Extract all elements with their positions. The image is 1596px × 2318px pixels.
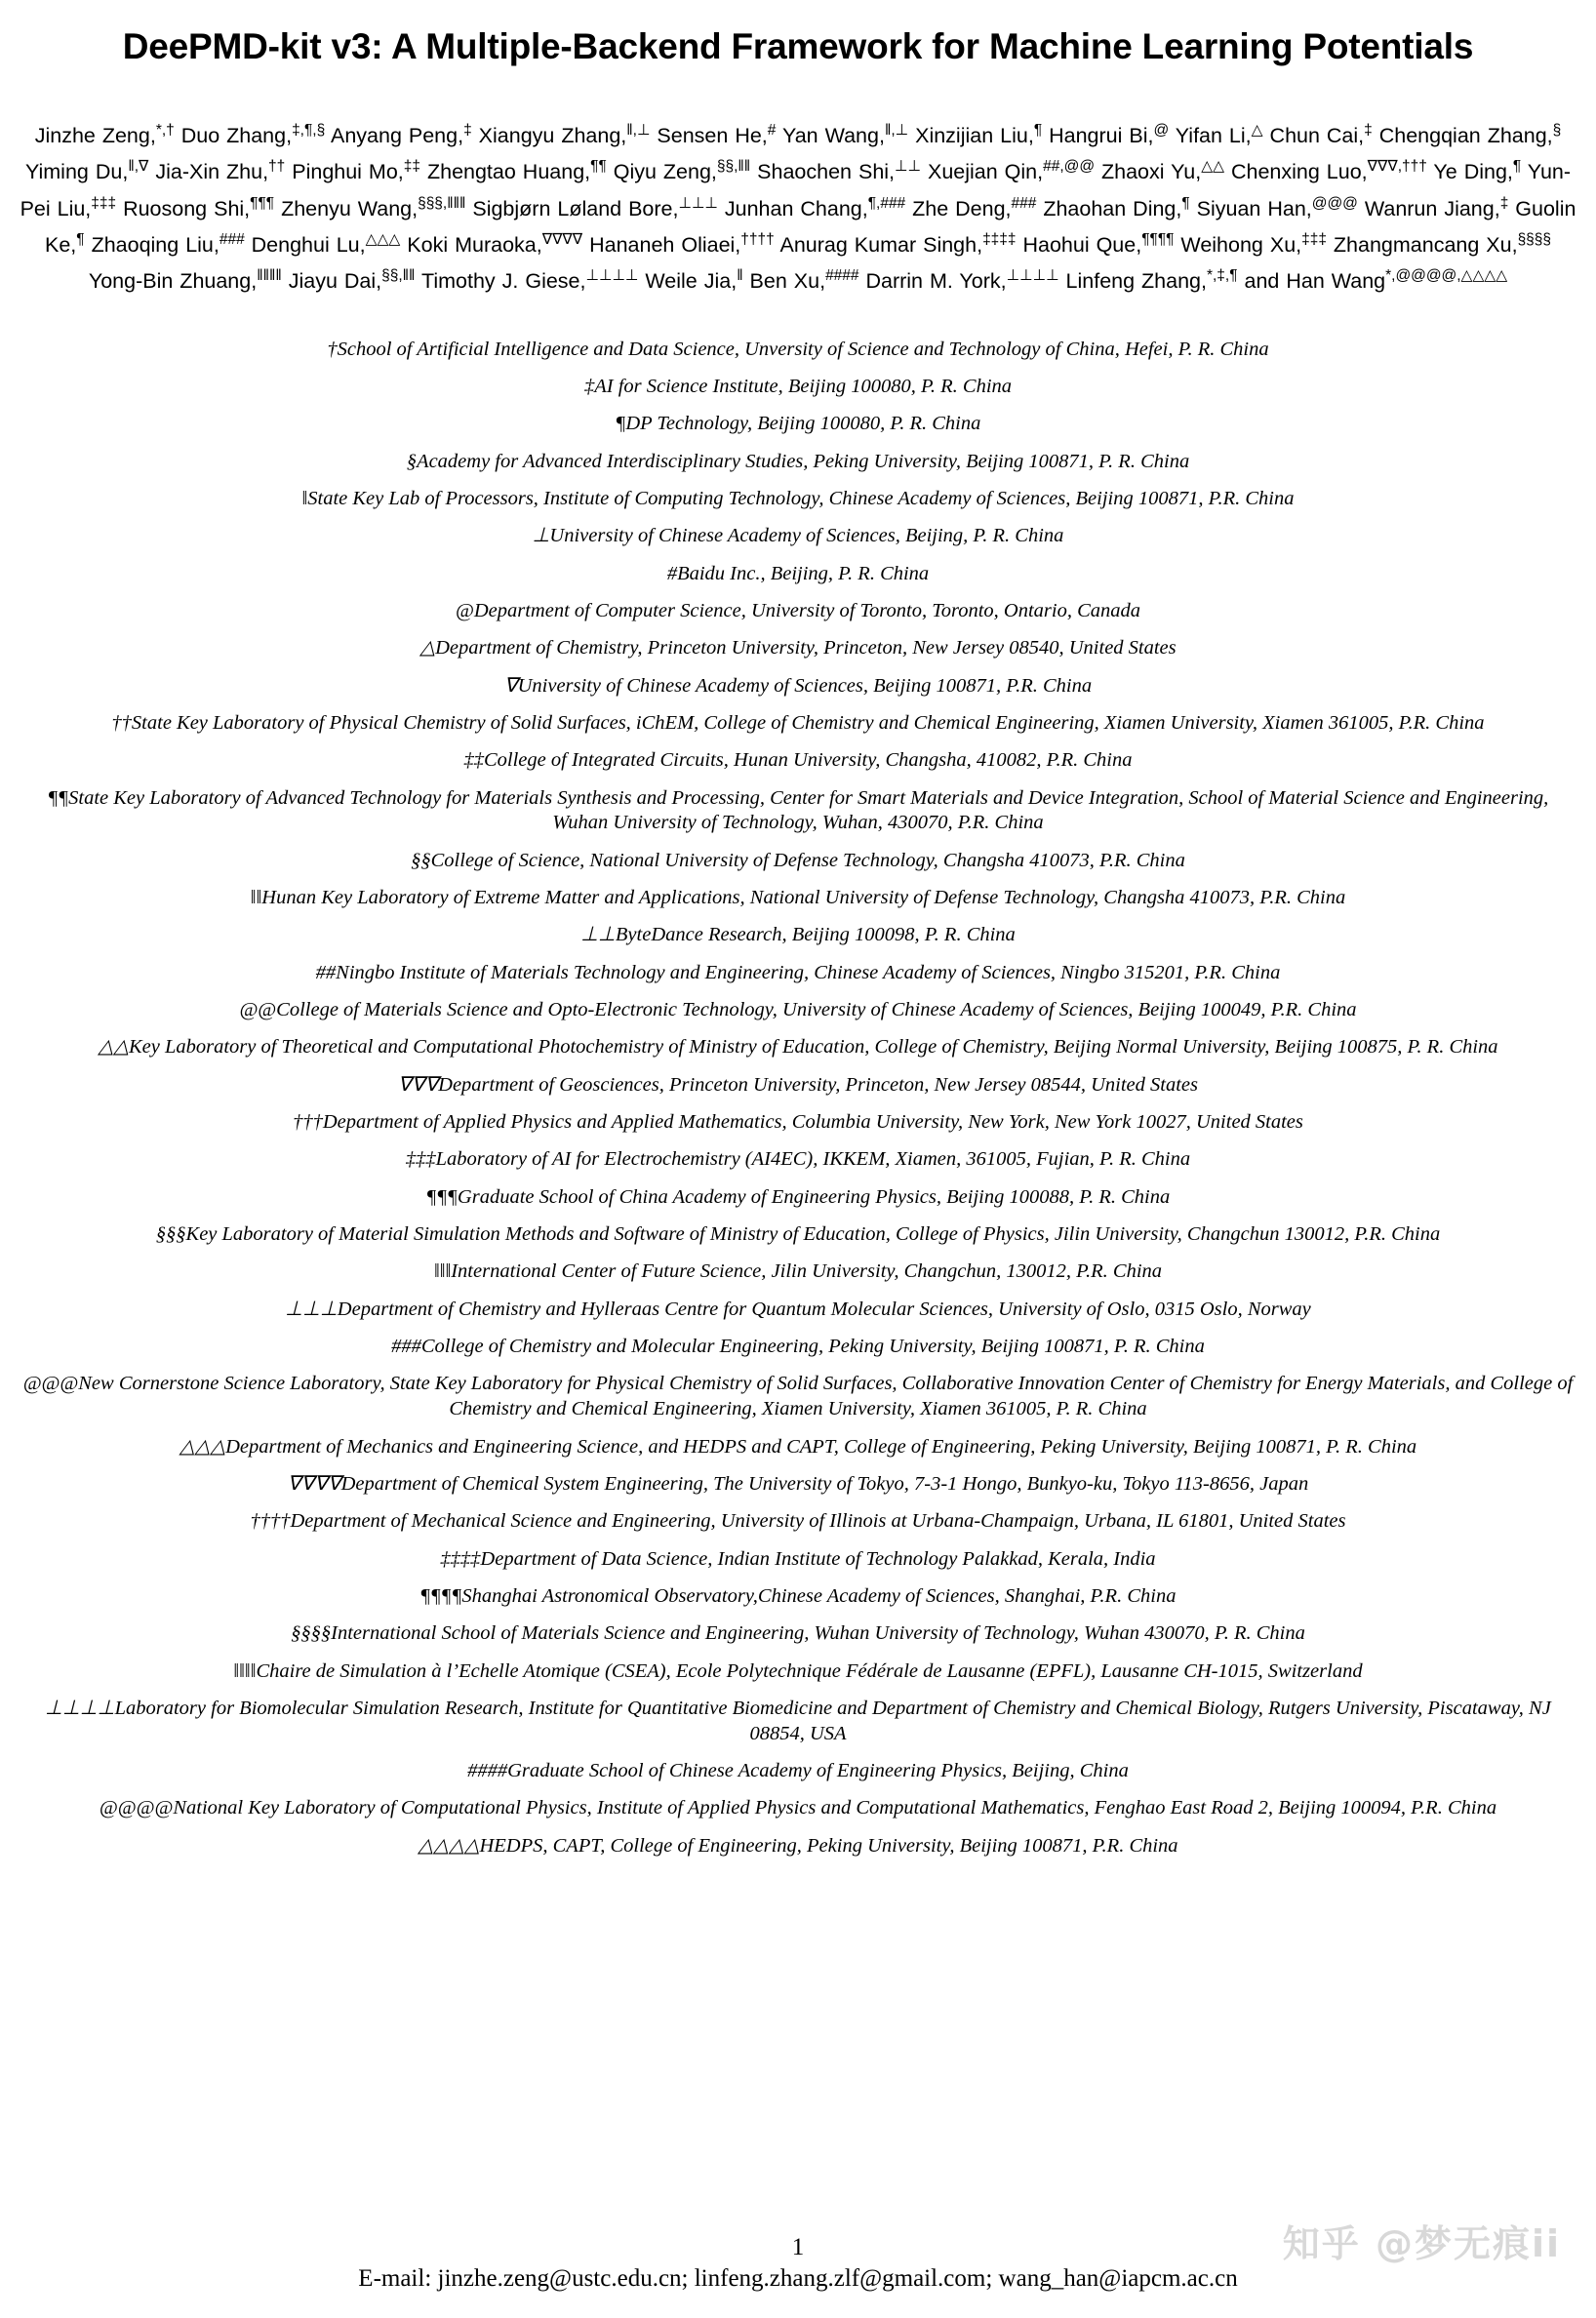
affiliation-line: ‖‖‖International Center of Future Science, Jilin University, Changchun, 130012, P.R. China [433, 1260, 1163, 1283]
affiliation-line: ∇University of Chinese Academy of Sciences, Beijing 100871, P.R. China [503, 674, 1093, 697]
author-list: Jinzhe Zeng,*,† Duo Zhang,‡,¶,§ Anyang Peng,‡ Xiangyu Zhang,‖,⊥ Sensen He,# Yan Wang,‖,⊥ Xinzijian Liu,¶ Hangrui Bi,@ Yifan Li,△ Chun Cai,‡ Chengqian Zhang,§ Yiming Du,‖,∇ Jia-Xin Zhu,†† Pinghui Mo,‡‡ Zhengtao Huang,¶¶ Qiyu Zeng,§§,‖‖ Shaochen Shi,⊥⊥ Xuejian Qin,##,@@ Zhaoxi Yu,△△ Chenxing Luo,∇∇∇,††† Ye Ding,¶ Yun-Pei Liu,‡‡‡ Ruosong Shi,¶¶¶ Zhenyu Wang,§§§,‖‖‖ Sigbjørn Løland Bore,⊥⊥⊥ Junhan Chang,¶,### Zhe Deng,### Zhaohan Ding,¶ Siyuan Han,@@@ Wanrun Jiang,‡ Guolin Ke,¶ Zhaoqing Liu,### Denghui Lu,△△△ Koki Muraoka,∇∇∇∇ Hananeh Oliaei,†††† Anurag Kumar Singh,‡‡‡‡ Haohui Que,¶¶¶¶ Weihong Xu,‡‡‡ Zhangmancang Xu,§§§§ Yong-Bin Zhuang,‖‖‖‖ Jiayu Dai,§§,‖‖ Timothy J. Giese,⊥⊥⊥⊥ Weile Jia,‖ Ben Xu,#### Darrin M. York,⊥⊥⊥⊥ Linfeng Zhang,*,‡,¶ and Han Wang*,@@@@,△△△△ [20, 121, 1576, 294]
corresponding-email-line: E-mail: jinzhe.zeng@ustc.edu.cn; linfeng.zhang.zlf@gmail.com; wang_han@iapcm.ac.cn [358, 2265, 1238, 2292]
affiliation-line: ‡AI for Science Institute, Beijing 100080, P. R. China [583, 376, 1013, 398]
affiliation-line: ¶¶¶¶Shanghai Astronomical Observatory,Chinese Academy of Sciences, Shanghai, P.R. China [419, 1584, 1177, 1607]
affiliation-line: @@@@National Key Laboratory of Computational Physics, Institute of Applied Physics and Computational Mathematics, Fenghao East Road 2, Beijing 100094, P.R. China [99, 1797, 1497, 1819]
affiliation-line: #Baidu Inc., Beijing, P. R. China [666, 562, 930, 584]
zhihu-watermark: 知乎 @梦无痕ii [1282, 2222, 1561, 2265]
affiliation-line: ‡‡College of Integrated Circuits, Hunan University, Changsha, 410082, P.R. China [463, 749, 1133, 772]
affiliation-line: ⊥⊥⊥Department of Chemistry and Hylleraas Centre for Quantum Molecular Sciences, University of Oslo, 0315 Oslo, Norway [285, 1298, 1311, 1320]
affiliation-line: △Department of Chemistry, Princeton University, Princeton, New Jersey 08540, United States [419, 637, 1177, 659]
affiliation-list [0, 300, 1596, 1859]
affiliation-line: ⊥⊥ByteDance Research, Beijing 100098, P. R. China [580, 924, 1016, 946]
affiliation-line: @@College of Materials Science and Opto-Electronic Technology, University of Chinese Academy of Sciences, Beijing 100049, P.R. China [239, 999, 1357, 1021]
affiliation-line: △△Key Laboratory of Theoretical and Computational Photochemistry of Ministry of Education, College of Chemistry, Beijing Normal University, Beijing 100875, P. R. China [98, 1036, 1498, 1059]
page-footer [0, 2234, 1596, 2318]
affiliation-line: ###College of Chemistry and Molecular Engineering, Peking University, Beijing 100871, P. R. China [391, 1336, 1205, 1358]
affiliation-line: ⊥⊥⊥⊥Laboratory for Biomolecular Simulation Research, Institute for Quantitative Biomedicine and Department of Chemistry and Chemical Biology, Rutgers University, Piscataway, NJ 08854, USA [45, 1697, 1551, 1744]
page-number: 1 [791, 2234, 805, 2260]
affiliation-line: △△△△HEDPS, CAPT, College of Engineering, Peking University, Beijing 100871, P.R. China [418, 1834, 1178, 1857]
affiliation-line: ‡‡‡‡Department of Data Science, Indian Institute of Technology Palakkad, Kerala, India [440, 1547, 1156, 1570]
affiliation-line: †School of Artificial Intelligence and Data Science, Unversity of Science and Technology of China, Hefei, P. R. China [327, 338, 1269, 360]
affiliation-line: ‖‖‖‖Chaire de Simulation à l’Echelle Atomique (CSEA), Ecole Polytechnique Fédérale de Lausanne (EPFL), Lausanne CH-1015, Switzerland [233, 1659, 1363, 1682]
affiliation-line: △△△Department of Mechanics and Engineering Science, and HEDPS and CAPT, College of Engineering, Peking University, Beijing 100871, P. R. China [179, 1435, 1417, 1458]
page-title: DeePMD-kit v3: A Multiple-Backend Framework for Machine Learning Potentials [122, 26, 1474, 66]
affiliation-line: @@@New Cornerstone Science Laboratory, State Key Laboratory for Physical Chemistry of Solid Surfaces, Collaborative Innovation Center of Chemistry for Energy Materials, and College of Chemistry and Chemical Engineering, Xiamen University, Xiamen 361005, P. R. China [22, 1373, 1574, 1420]
affiliation-line: ††††Department of Mechanical Science and Engineering, University of Illinois at Urbana-Champaign, Urbana, IL 61801, United States [250, 1510, 1346, 1533]
affiliation-line: §Academy for Advanced Interdisciplinary Studies, Peking University, Beijing 100871, P. R. China [406, 450, 1190, 472]
affiliation-line: ##Ningbo Institute of Materials Technology and Engineering, Chinese Academy of Sciences, Ningbo 315201, P.R. China [315, 961, 1281, 983]
affiliation-line: §§College of Science, National University of Defense Technology, Changsha 410073, P.R. China [411, 849, 1185, 871]
affiliation-line: ‖‖Hunan Key Laboratory of Extreme Matter and Applications, National University of Defense Technology, Changsha 410073, P.R. China [250, 887, 1346, 909]
affiliation-line: @Department of Computer Science, University of Toronto, Toronto, Ontario, Canada [456, 600, 1140, 622]
affiliation-line: ¶¶State Key Laboratory of Advanced Technology for Materials Synthesis and Processing, Center for Smart Materials and Device Integration, School of Material Science and Engineering, Wuhan University of Technology, Wuhan, 430070, P.R. China [47, 786, 1549, 834]
affiliation-line: ⊥University of Chinese Academy of Sciences, Beijing, P. R. China [532, 525, 1064, 547]
affiliation-line: †††Department of Applied Physics and Applied Mathematics, Columbia University, New York, New York 10027, United States [293, 1111, 1303, 1134]
affiliation-line: ∇∇∇Department of Geosciences, Princeton University, Princeton, New Jersey 08544, United States [398, 1073, 1198, 1096]
affiliation-line: ‖State Key Lab of Processors, Institute of Computing Technology, Chinese Academy of Sciences, Beijing 100871, P.R. China [301, 488, 1295, 510]
affiliation-line: ¶¶¶Graduate School of China Academy of Engineering Physics, Beijing 100088, P. R. China [425, 1185, 1171, 1208]
affiliation-line: §§§Key Laboratory of Material Simulation Methods and Software of Ministry of Education, College of Physics, Jilin University, Changchun 130012, P.R. China [155, 1223, 1441, 1246]
affiliation-line: §§§§International School of Materials Science and Engineering, Wuhan University of Technology, Wuhan 430070, P. R. China [291, 1622, 1305, 1645]
affiliation-line: ††State Key Laboratory of Physical Chemistry of Solid Surfaces, iChEM, College of Chemistry and Chemical Engineering, Xiamen University, Xiamen 361005, P.R. China [111, 712, 1485, 734]
affiliation-line: ‡‡‡Laboratory of AI for Electrochemistry (AI4EC), IKKEM, Xiamen, 361005, Fujian, P. R. China [405, 1148, 1191, 1171]
affiliation-line: ∇∇∇∇Department of Chemical System Engineering, The University of Tokyo, 7-3-1 Hongo, Bunkyo-ku, Tokyo 113-8656, Japan [287, 1472, 1309, 1495]
affiliation-line: ####Graduate School of Chinese Academy of Engineering Physics, Beijing, China [467, 1760, 1129, 1782]
affiliation-line: ¶DP Technology, Beijing 100080, P. R. China [615, 413, 981, 435]
